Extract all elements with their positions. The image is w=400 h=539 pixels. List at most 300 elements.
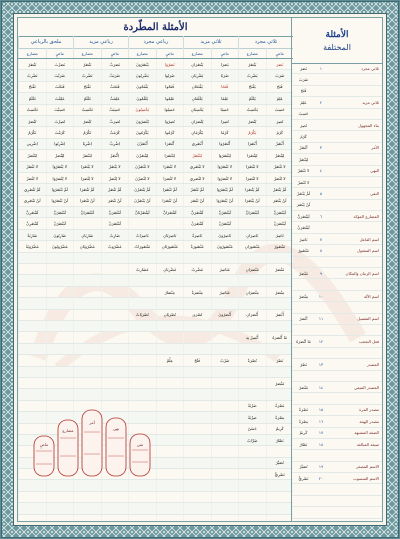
form-cell: لِيُنْصَرْ (46, 150, 74, 160)
subheader-row (18, 48, 293, 59)
form-cell (266, 275, 294, 285)
form-cell: مَضَارِبُ (128, 264, 156, 274)
form-cell (18, 355, 46, 365)
form-cell: لا تُنْصَرَا (238, 173, 266, 183)
side-subtitle: المختلفة (323, 42, 351, 52)
table-row (18, 378, 293, 389)
row-number: ١٦ (318, 418, 324, 424)
side-row (292, 131, 382, 142)
form-cell: يَضْرِبَانِ (183, 70, 211, 80)
form-cell (128, 515, 156, 522)
form-cell: عِلْمٌ (156, 355, 184, 365)
form-cell: لا يُنْصَرْ (101, 173, 129, 183)
form-cell (156, 321, 184, 331)
form-cell (73, 298, 101, 308)
row-number: ٦ (319, 213, 323, 219)
form-cell: مَضْرِبَانِ (156, 264, 184, 274)
side-header (292, 18, 382, 64)
side-row (292, 257, 382, 268)
form-cell (18, 264, 46, 274)
side-example: نَصْرٌ (300, 361, 307, 367)
form-cell (266, 253, 294, 263)
form-cell: مَضْرُوبَانِ (73, 241, 101, 251)
row-number: ١٨ (318, 441, 324, 447)
row-number: ١٠ (318, 293, 324, 299)
form-cell: لا تَنْصُرَا (238, 162, 266, 172)
table-row (18, 184, 293, 195)
table-row (18, 367, 293, 378)
form-cell: ضَارِبُونَ (46, 230, 74, 240)
form-cell: نُصْرَيَاتٌ (128, 310, 156, 320)
form-cell: مَنَاصِرُ (211, 287, 239, 297)
form-cell (156, 492, 184, 502)
form-cell: يَنْصُرُونَ (128, 59, 156, 69)
form-cell (46, 253, 74, 263)
form-cell: مِنْصَرَةٌ (183, 287, 211, 297)
form-cell: لَنْ يَنْصُرَ (266, 196, 294, 206)
form-cell (238, 480, 266, 490)
form-cell: يَضْرِبُونَ (128, 70, 156, 80)
form-cell (73, 378, 101, 388)
side-row (292, 291, 382, 302)
form-cell: مَنْصُورَانِ (238, 241, 266, 251)
form-cell: نَصْرٌ (266, 355, 294, 365)
form-cell (156, 424, 184, 434)
side-example: مَنْصَرٌ (298, 270, 309, 276)
form-cell (101, 367, 129, 377)
form-cell: تَكْرُمُ (18, 127, 46, 137)
table-row (18, 275, 293, 286)
form-cell: عَلِمَتْ (101, 93, 129, 103)
side-row (292, 97, 382, 108)
form-cell (46, 344, 74, 354)
side-title: الأمثلة (325, 29, 349, 40)
form-cell: ضَرَّابٌ (238, 435, 266, 445)
side-row (292, 462, 382, 473)
form-cell (18, 378, 46, 388)
form-cell: نَصْرَةٌ (266, 401, 294, 411)
form-cell: اِضْرِبِي (18, 139, 46, 149)
side-row (292, 336, 382, 347)
form-cell (183, 367, 211, 377)
row-number: ٥ (319, 190, 323, 196)
side-example: لَيَنْصُرَنْ (297, 225, 310, 231)
form-cell: لَنْ يَنْصُرُوا (211, 196, 239, 206)
form-cell: يَفْتَحَانِ (183, 82, 211, 92)
form-cell (238, 275, 266, 285)
form-cell (183, 492, 211, 502)
table-row (18, 196, 293, 207)
side-example: ضَرَبَ (298, 77, 309, 83)
side-row (292, 439, 382, 450)
form-cell: اُنْصُرِي (183, 139, 211, 149)
form-cell (128, 321, 156, 331)
form-cell: يَحْسِبُونَ (128, 105, 156, 115)
form-cell (46, 264, 74, 274)
side-example: مَنْصُورٌ (298, 247, 309, 253)
form-cell (73, 218, 101, 228)
form-cell (156, 275, 184, 285)
form-cell (128, 298, 156, 308)
side-row (292, 393, 382, 404)
form-cell: نُصْرَةٌ (238, 355, 266, 365)
form-cell: فَتَحَتْ (101, 82, 129, 92)
form-cell: نَاصِرٌ (266, 230, 294, 240)
form-cell (156, 412, 184, 422)
form-cell: لا تَنْصُرْ (18, 162, 46, 172)
form-type-label: اسم الزمان والمكان (345, 270, 379, 276)
form-type-label: اسم المفعول (357, 247, 379, 253)
form-cell (128, 332, 156, 342)
form-cell: اُنْصُرَا (156, 139, 184, 149)
side-row (292, 120, 382, 131)
form-cell (156, 503, 184, 513)
form-cell: لا يَنْصُرَا (73, 162, 101, 172)
form-cell (211, 446, 239, 456)
form-cell (128, 503, 156, 513)
form-cell: ضَارِبٌ (101, 230, 129, 240)
form-cell (183, 424, 211, 434)
form-cell: نَصَرَتْ (101, 59, 129, 69)
table-row (18, 150, 293, 161)
form-cell: يُنْصَرُونَ (128, 116, 156, 126)
form-cell (18, 253, 46, 263)
form-cell: تَكْرُمُ (73, 127, 101, 137)
form-cell (156, 218, 184, 228)
table-row (18, 218, 293, 229)
table-row (18, 492, 293, 503)
form-cell (18, 503, 46, 513)
form-cell (238, 503, 266, 513)
finger-label: أمر (89, 420, 95, 425)
form-cell (101, 332, 129, 342)
side-example: لا تُنْصَرْ (297, 179, 310, 185)
side-row (292, 143, 382, 154)
form-cell: أَنْصَرُ (266, 310, 294, 320)
form-cell (211, 321, 239, 331)
form-cell: مَنْصَرٌ (266, 264, 294, 274)
form-cell: لَمْ تَنْصُرُوا (46, 184, 74, 194)
form-cell (266, 298, 294, 308)
table-row (18, 344, 293, 355)
form-cell: فَتَحَ (266, 82, 294, 92)
form-cell (101, 298, 129, 308)
side-row (292, 371, 382, 382)
form-cell: لِتَنْصُرَا (156, 150, 184, 160)
form-cell (266, 389, 294, 399)
group-header: ملحق بالرباعي (18, 36, 73, 48)
form-cell (128, 492, 156, 502)
form-cell (128, 355, 156, 365)
side-example: فَتَحَ (300, 88, 307, 94)
form-cell: لا تَنْصُرْ (266, 162, 294, 172)
form-cell (128, 287, 156, 297)
form-cell: لَتَنْصُرَانِّ (156, 207, 184, 217)
table-row (18, 116, 293, 127)
form-cell: حَسِبْتَ (46, 105, 74, 115)
side-example: نَصَّارٌ (299, 441, 308, 447)
form-cell: مَا أَنْصَرَهُ (266, 332, 294, 342)
side-row (292, 279, 382, 290)
form-cell: اِضْرِبَا (73, 139, 101, 149)
form-cell (46, 503, 74, 513)
form-cell (46, 378, 74, 388)
form-cell (238, 515, 266, 522)
side-example: كَرِيمٌ (299, 430, 308, 436)
table-row (18, 105, 293, 116)
form-cell (211, 275, 239, 285)
side-row (292, 86, 382, 97)
form-cell (211, 424, 239, 434)
form-cell: لا تُنْصَرِي (183, 173, 211, 183)
form-cell: مِنْصَرٌ (266, 287, 294, 297)
side-row (292, 63, 382, 74)
form-cell: لا تَنْصُرِي (183, 162, 211, 172)
form-cell: كَرُمَا (211, 127, 239, 137)
form-cell (46, 321, 74, 331)
group-header: رباعي مجرد (128, 36, 183, 48)
form-cell (238, 367, 266, 377)
table-row (18, 264, 293, 275)
form-cell (73, 321, 101, 331)
row-number: ١٩ (318, 464, 324, 470)
form-cell (266, 480, 294, 490)
form-cell: لا تُنْصَرْنَ (128, 173, 156, 183)
group-header: رباعي مزيد (73, 36, 128, 48)
form-cell (238, 253, 266, 263)
form-cell: نَصَرْتَ (46, 59, 74, 69)
form-cell: مَنْصُورَةٌ (183, 241, 211, 251)
form-cell: لَنْ تَنْصُرَا (73, 196, 101, 206)
finger-label: مضارع (62, 428, 74, 433)
form-cell (18, 310, 46, 320)
form-type-label: الاسم المنسوب (353, 475, 379, 481)
form-cell: لِيَنْصُرْنَ (128, 150, 156, 160)
form-cell: لا يُنْصَرَا (73, 173, 101, 183)
form-cell: ضَرْبَةٌ (238, 401, 266, 411)
form-cell: أَنْصَرَانِ (238, 310, 266, 320)
form-type-label: صيغة المبالغة (356, 441, 379, 447)
table-row (18, 287, 293, 298)
form-cell (211, 253, 239, 263)
form-cell (238, 389, 266, 399)
side-example: نَاصِرٌ (299, 236, 308, 242)
column-header: مضارع (128, 48, 156, 58)
side-example: كَرُمَ (300, 134, 307, 140)
column-header: ماضٍ (46, 48, 74, 58)
row-number: ٢ (319, 99, 323, 105)
form-cell (238, 458, 266, 468)
form-cell (211, 458, 239, 468)
form-cell (46, 287, 74, 297)
form-cell: لا تُنْصَرَا (156, 173, 184, 183)
form-cell (46, 515, 74, 522)
form-cell: كَرُمْتَ (46, 127, 74, 137)
form-cell: لَمْ تَنْصُرَا (156, 184, 184, 194)
form-cell (46, 298, 74, 308)
form-cell (73, 332, 101, 342)
form-cell (156, 367, 184, 377)
form-type-label: اسم التفضيل (357, 316, 379, 322)
form-cell: تَعْلَمُ (73, 93, 101, 103)
form-cell (46, 332, 74, 342)
form-cell: لَتَنْصُرَانِّ (73, 207, 101, 217)
form-cell (101, 515, 129, 522)
form-cell: لا تُنْصَرْ (266, 173, 294, 183)
form-cell: لَتَنْصُرُنَّ (46, 207, 74, 217)
form-cell (211, 378, 239, 388)
form-cell: لَيَنْصُرَنَّ (266, 207, 294, 217)
table-row (18, 298, 293, 309)
form-cell: لا تَنْصُرْنَ (128, 162, 156, 172)
form-cell (183, 515, 211, 522)
row-number: ١٤ (318, 384, 324, 390)
side-example: نَصْرَةٌ (299, 407, 308, 413)
side-row (292, 450, 382, 461)
form-cell (266, 492, 294, 502)
form-cell (183, 389, 211, 399)
form-cell (183, 401, 211, 411)
form-cell: لَتَنْصُرَنَّ (101, 207, 129, 217)
form-cell: نَصْرِيٌّ (266, 469, 294, 479)
main-title: الأمثلة المطّردة (18, 18, 293, 37)
form-cell: لَيَنْصُرُنْ (211, 218, 239, 228)
form-cell: مَنْصُورَاتٌ (128, 241, 156, 251)
form-cell: لا تُنْصَرْ (18, 173, 46, 183)
form-cell: حَسِبَتْ (101, 105, 129, 115)
side-row (292, 507, 382, 518)
form-cell: لَنْ تَنْصُرُوا (46, 196, 74, 206)
form-cell (101, 503, 129, 513)
form-cell (266, 367, 294, 377)
form-cell: نُصَيْرٌ (266, 458, 294, 468)
form-cell (128, 389, 156, 399)
table-row (18, 82, 293, 93)
form-cell (183, 480, 211, 490)
side-example: مِنْصَرٌ (298, 293, 309, 299)
form-cell: تُنْصَرُ (73, 116, 101, 126)
table-row (18, 173, 293, 184)
form-cell (211, 492, 239, 502)
form-cell (128, 367, 156, 377)
form-cell (73, 310, 101, 320)
row-number: ٤ (319, 168, 323, 174)
column-header: مضارع (183, 48, 211, 58)
form-cell: مِنْصَرَانِ (238, 287, 266, 297)
form-cell (73, 355, 101, 365)
form-cell: لِتُنْصَرْ (18, 150, 46, 160)
form-cell: لَمْ تَنْصُرْ (101, 184, 129, 194)
form-type-label: مصدر الهيئة (359, 418, 379, 424)
row-number: ١٥ (318, 407, 324, 413)
form-cell (183, 446, 211, 456)
form-type-label: ثلاثي مجرد (361, 65, 379, 71)
form-cell: نَصَرَ (266, 59, 294, 69)
form-cell: مَنْصَرَانِ (238, 264, 266, 274)
form-cell: يَضْرِبُ (238, 70, 266, 80)
form-cell (156, 378, 184, 388)
form-cell (211, 480, 239, 490)
side-row (292, 325, 382, 336)
form-cell: تَضْرِبُ (73, 70, 101, 80)
form-cell (18, 298, 46, 308)
form-cell: لِيَنْصُرْ (266, 150, 294, 160)
form-cell: نَصَّارٌ (266, 435, 294, 445)
side-row (292, 496, 382, 507)
form-cell (238, 344, 266, 354)
form-cell: نِصْرَةٌ (266, 412, 294, 422)
side-row (292, 382, 382, 393)
side-row (292, 268, 382, 279)
form-cell (156, 389, 184, 399)
side-example: لِيَنْصُرْ (298, 156, 309, 162)
form-cell (266, 446, 294, 456)
side-example: نَصَرَ (300, 65, 307, 71)
form-cell: لَيَنْصُرَنْ (266, 218, 294, 228)
form-cell (101, 378, 129, 388)
form-cell: مَضْرُوبُونَ (46, 241, 74, 251)
form-cell (266, 344, 294, 354)
form-cell (46, 310, 74, 320)
table-row (18, 230, 293, 241)
form-cell: اُنْصُرَا (238, 139, 266, 149)
form-cell: لَنْ تَنْصُرَ (183, 196, 211, 206)
form-type-label: ثلاثي مزيد (362, 99, 379, 105)
form-cell: اُنْصُرُوا (211, 139, 239, 149)
form-cell (101, 355, 129, 365)
form-type-label: فعل التعجب (358, 339, 379, 345)
side-row (292, 188, 382, 199)
form-cell: تَفْتَحُ (73, 82, 101, 92)
row-number: ١٣ (318, 361, 324, 367)
table-row (18, 241, 293, 252)
form-cell: لَتَنْصُرَنْ (101, 218, 129, 228)
form-cell: حَسِبَا (211, 105, 239, 115)
form-cell: لا يَنْصُرُوا (46, 162, 74, 172)
form-cell: أَنْصَرُونَ (211, 310, 239, 320)
form-cell: ضَرَبُوا (156, 70, 184, 80)
form-cell: مَضْرُوبَةٌ (18, 241, 46, 251)
side-example: عَلِمَ (300, 99, 307, 105)
form-cell: لَمْ تَنْصُرِي (18, 184, 46, 194)
form-cell: لَنْ يَنْصُرْنَ (128, 196, 156, 206)
side-rows (292, 63, 382, 522)
side-row (292, 234, 382, 245)
table-row (18, 355, 293, 366)
side-example: مَنْصَرٌ (298, 384, 309, 390)
form-cell (101, 310, 129, 320)
form-cell: نَصَرَا (211, 59, 239, 69)
form-cell (101, 275, 129, 285)
form-cell: ضَرَبَتْ (101, 70, 129, 80)
form-cell: لَمْ يَنْصُرَا (238, 184, 266, 194)
form-cell: يَفْتَحُونَ (128, 82, 156, 92)
form-cell: نَاصِرَتَانِ (156, 230, 184, 240)
form-cell: لَنْ تَنْصُرِي (18, 196, 46, 206)
column-header: مضارع (18, 48, 46, 58)
form-cell: كَرُمَتْ (101, 127, 129, 137)
table-row (18, 207, 293, 218)
form-cell: لِيَنْصُرَا (238, 150, 266, 160)
form-cell: مَنْصُورَتَانِ (156, 241, 184, 251)
form-cell: نُصِرَتْ (101, 116, 129, 126)
form-cell: يُنْصَرَانِ (183, 116, 211, 126)
side-example: لَيَنْصُرَنَّ (297, 213, 310, 219)
side-row (292, 74, 382, 85)
hands-illustration (28, 406, 158, 484)
row-number: ٣ (319, 145, 323, 151)
form-cell (46, 367, 74, 377)
